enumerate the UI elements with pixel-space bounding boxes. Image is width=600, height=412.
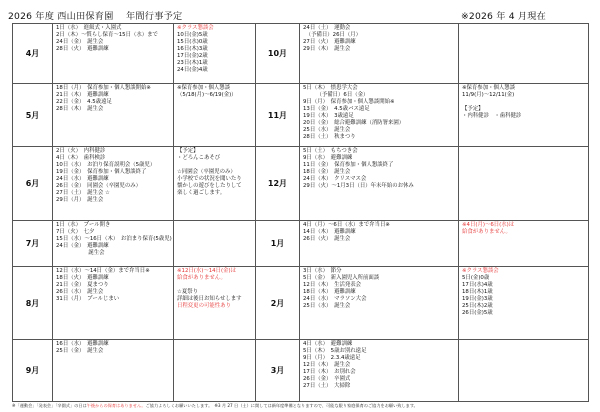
notes-cell (459, 24, 589, 84)
month-row (13, 24, 589, 84)
event-line: 31日（月） プールじまい (56, 296, 120, 302)
event-line: 1日（水） プール開き (56, 222, 111, 228)
event-line: 27日（土） 大掃除 (303, 383, 351, 389)
event-line: 11日（金） 保育参加・個人懇談終了 (303, 162, 394, 168)
month-row (13, 267, 589, 340)
event-line: 2日（火） 内科健診 (56, 148, 106, 154)
event-line: 19日（木） 3歳遠足 (303, 113, 354, 119)
note-line: 26日(金)5歳 (462, 310, 493, 316)
month-label: 1月 (256, 221, 300, 267)
note-line (462, 99, 588, 106)
event-line: 7日（火） 七夕 (56, 229, 95, 235)
month-row (13, 84, 589, 147)
events-cell (53, 84, 174, 147)
month-row (13, 147, 589, 221)
event-line: 4日（木） 歯科検診 (56, 155, 106, 161)
note-line: （5/18(月)～6/19(金)） (177, 92, 237, 98)
event-line: 27日（土） 誕生会 ☆ (56, 190, 110, 196)
event-line: 25日（水） 誕生会 (303, 303, 351, 309)
event-line: 18日（金） 誕生会 (303, 169, 351, 175)
event-line: 15日（水）～16日（木） お泊まり保育(5歳児) (56, 236, 172, 242)
notes-cell (174, 24, 256, 84)
month-label: 10月 (256, 24, 300, 84)
note-line: 詳細は後日お知らせします (177, 296, 242, 302)
month-label: 2月 (256, 267, 300, 340)
event-line: 26日（金） 同園会（卒園児のみ） (56, 183, 142, 189)
note-line: ※保育参加・個人懇談 (177, 85, 231, 91)
event-line: 13日（金） 4.5歳バス遠足 (303, 106, 370, 112)
event-line: 24日（金） 避難訓練 (56, 243, 109, 249)
notes-cell (174, 221, 256, 267)
event-line: 18日（月） 保育参加・個人懇談開始※ (56, 85, 151, 91)
event-line: 5日（木） 5歳お別れ遠足 (303, 348, 367, 354)
event-line: 24日（土） 運動会 (303, 25, 351, 31)
event-line: 18日（火） 避難訓練 (56, 275, 109, 281)
month-row (13, 221, 589, 267)
note-line: 給食がありません。 (462, 229, 511, 235)
event-line: 29日（木） 誕生会 (303, 46, 351, 52)
event-line: 25日（金） 誕生会 (56, 348, 104, 354)
event-line: 3日（水） 節分 (303, 268, 342, 274)
notes-cell (174, 267, 256, 340)
note-line: ☆夏祭り (177, 289, 199, 295)
schedule-table (12, 23, 589, 402)
note-line (177, 162, 255, 169)
note-line: 24日(金)4歳 (177, 67, 208, 73)
note-line: 5日(金)0歳 (462, 275, 490, 281)
note-line: 17日(水)4歳 (462, 282, 493, 288)
event-line: 26日（金） 卒園式 (303, 376, 351, 382)
note-line: 15日(水)0歳 (177, 39, 208, 45)
note-line: 10日(金)5歳 (177, 32, 208, 38)
note-line: 16日(木)3歳 (177, 46, 208, 52)
event-line: 21日（木） 避難訓練 (56, 92, 109, 98)
note-line: 23日(木)1歳 (177, 60, 208, 66)
events-cell (53, 221, 174, 267)
notes-cell (459, 267, 589, 340)
event-line: 9日（月） 2.3.4歳遠足 (303, 355, 361, 361)
event-line: 19日（金） 保育参加・個人懇談終了 (56, 169, 147, 175)
events-cell (300, 340, 459, 402)
note-line: ・内科健診 ・歯科健診 (462, 113, 522, 119)
note-line: 【予定】 (462, 106, 484, 112)
note-line (177, 282, 255, 289)
events-cell (53, 267, 174, 340)
note-line: 17日(金)2歳 (177, 53, 208, 59)
events-cell (300, 84, 459, 147)
note-line: 19日(金)3歳 (462, 296, 493, 302)
event-line: 2日（木）～慣らし保育～15日（水）まで (56, 32, 158, 38)
event-line: 25日（水） 誕生会 (303, 127, 351, 133)
event-line: 9日（水） 避難訓練 (303, 155, 353, 161)
event-line: 24日（金） 誕生会 (56, 39, 104, 45)
events-cell (300, 24, 459, 84)
event-line: 29日（月） 誕生会 (56, 197, 104, 203)
note-line: ※4日(月)～6日(水)は (462, 222, 515, 228)
note-line: 11/9(月)～12/11(金) (462, 92, 515, 98)
event-line: 21日（金） 夏まつり (56, 282, 109, 288)
note-line: 【予定】 (177, 148, 199, 154)
events-cell (300, 147, 459, 221)
month-label: 12月 (256, 147, 300, 221)
as-of-date: ※2026 年 4 月現在 (461, 11, 547, 22)
page-title: 2026 年度 西山田保育園 年間行事予定 (8, 11, 183, 22)
notes-cell (459, 84, 589, 147)
month-label: 9月 (13, 340, 53, 402)
event-line: 28日（土） 秋まつり (303, 134, 356, 140)
event-line: 16日（水） 避難訓練 (56, 341, 109, 347)
event-line: （予備日）26日（月） (303, 32, 362, 38)
note-line: 懐かしの遊びをしたりして (177, 183, 242, 189)
notes-cell (174, 147, 256, 221)
event-line: 22日（金） 4.5歳遠足 (56, 99, 112, 105)
month-label: 4月 (13, 24, 53, 84)
events-cell (53, 24, 174, 84)
note-line: 楽しく過ごします。 (177, 190, 226, 196)
event-line: 5日（土） もちつき会 (303, 148, 358, 154)
event-line: 28日（木） 誕生会 (56, 106, 104, 112)
notes-cell (459, 221, 589, 267)
month-label: 5月 (13, 84, 53, 147)
event-line: 4日（月）～6日（水）まで弁当日※ (303, 222, 390, 228)
event-line: 14日（木） 避難訓練 (303, 229, 356, 235)
month-row (13, 340, 589, 402)
notes-cell (174, 84, 256, 147)
month-label: 6月 (13, 147, 53, 221)
event-line: 9日（月） 保育参加・個人懇談開始※ (303, 99, 395, 105)
month-label: 3月 (256, 340, 300, 402)
event-line: 20日（金） 総合避難訓練（消防署来園） (303, 120, 405, 126)
events-cell (53, 147, 174, 221)
note-line: ※クラス懇談会 (462, 268, 499, 274)
footer-note: ※「運動会」「発表会」「卒園式」の日は午後からの保育はありません。ご協力よろしくお願いいたします。 ※3 月 27 日（土）に関しては新年度準備となりますので、可能な限り家庭保育のご協力をお願い致します。 (12, 403, 418, 408)
event-line: 26日（火） 誕生会 (303, 236, 351, 242)
event-line: 12日（木） 生活発表会 (303, 282, 362, 288)
note-line: ・どろんこあそび (177, 155, 221, 161)
note-line: 18日(木)1歳 (462, 289, 493, 295)
event-line: 18日（木） 避難訓練 (303, 289, 356, 295)
event-line: 29日（火）～1月3日（日）年末年始のお休み (303, 183, 414, 189)
event-line: 12日（水）～14日（金）まで弁当日※ (56, 268, 150, 274)
note-line: 25日(木)2歳 (462, 303, 493, 309)
event-line: （予備日）6日（金） (303, 92, 369, 98)
event-line: 10日（水） お泊り保育説明会（5歳児） (56, 162, 156, 168)
events-cell (300, 267, 459, 340)
event-line: 17日（木） お別れ会 (303, 369, 356, 375)
event-line: 24日（水） マラソン大会 (303, 296, 367, 302)
notes-cell (459, 147, 589, 221)
event-line: 26日（水） 誕生会 (56, 289, 104, 295)
event-line: 28日（火） 避難訓練 (56, 46, 109, 52)
event-line: 5日（金） 新入園児入所前面談 (303, 275, 380, 281)
event-line: 1日（水） 進級式・入園式 (56, 25, 122, 31)
event-line: 24日（水） 避難訓練 (56, 176, 109, 182)
event-line: 誕生会 (56, 250, 105, 256)
event-line: 5日（木） 憤患学大会 (303, 85, 358, 91)
notes-cell (459, 340, 589, 402)
note-line: ※クラス懇談会 (177, 25, 214, 31)
event-line: 27日（火） 避難訓練 (303, 39, 356, 45)
month-label: 11月 (256, 84, 300, 147)
note-line: 日程変更の可能性あり (177, 303, 231, 309)
month-label: 7月 (13, 221, 53, 267)
note-line: ☆同園会（卒園児のみ） (177, 169, 236, 175)
notes-cell (174, 340, 256, 402)
note-line: 小学校での状況を聞いたり (177, 176, 242, 182)
events-cell (53, 340, 174, 402)
event-line: 12日（木） 誕生会 (303, 362, 351, 368)
header (0, 0, 600, 22)
note-line: ※12日(水)～14日(金)は (177, 268, 236, 274)
event-line: 24日（木） クリスマス会 (303, 176, 367, 182)
month-label: 8月 (13, 267, 53, 340)
note-line: ※保育参加・個人懇談 (462, 85, 516, 91)
events-cell (300, 221, 459, 267)
event-line: 4日（水） 避難訓練 (303, 341, 353, 347)
note-line: 給食がありません。 (177, 275, 226, 281)
